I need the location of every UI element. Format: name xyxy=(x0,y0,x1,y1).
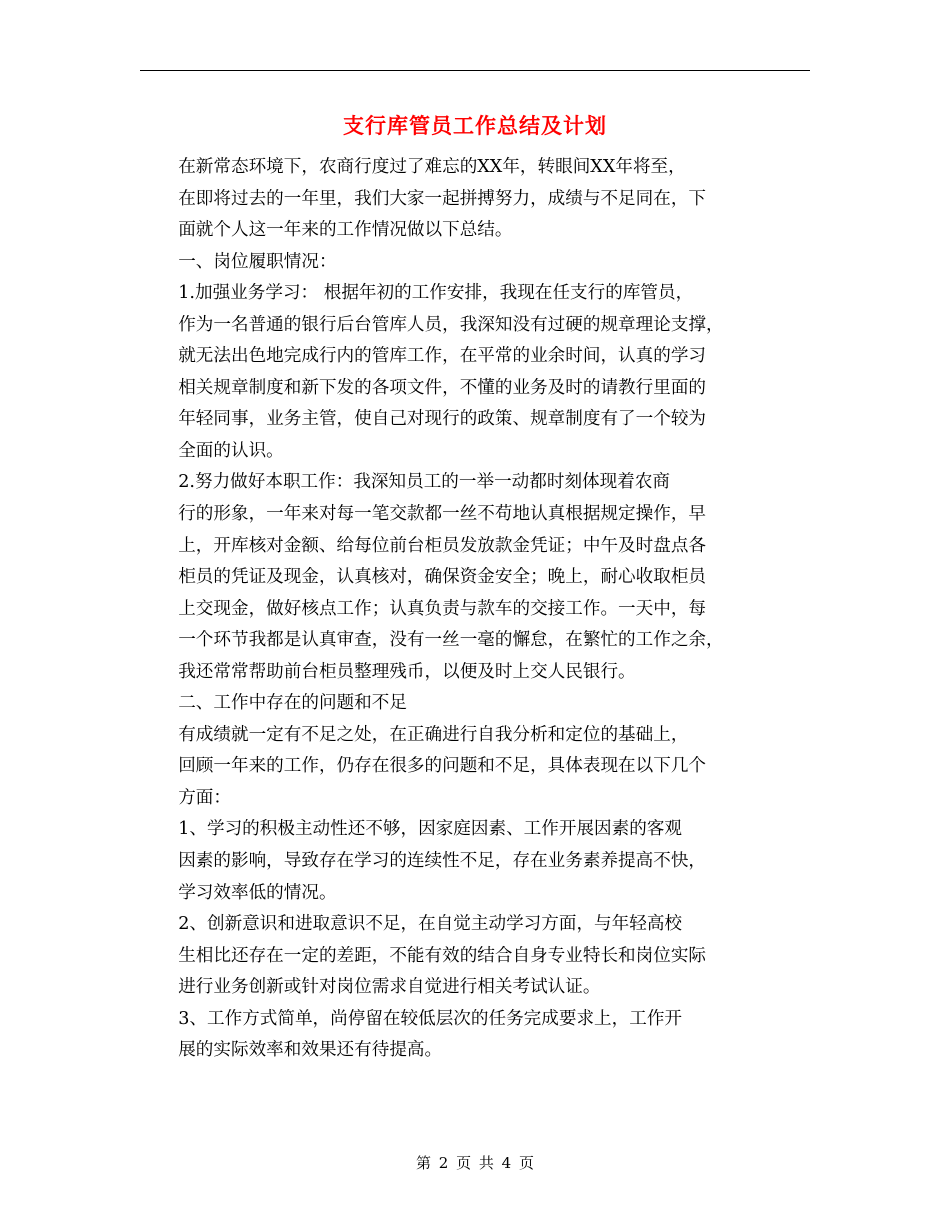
page-number: 第 2 页 共 4 页 xyxy=(416,1154,534,1172)
text-line: 展的实际效率和效果还有待提高。 xyxy=(178,1040,443,1061)
text-line: 回顾一年来的工作，仍存在很多的问题和不足，具体表现在以下几个 xyxy=(178,756,707,777)
section-heading-problems xyxy=(143,688,815,720)
text-line: 因素的影响，导致存在学习的连续性不足，存在业务素养提高不快， xyxy=(178,851,707,872)
text-line: 2.努力做好本职工作：我深知员工的一举一动都时刻体现着农商 xyxy=(178,472,671,493)
document-body xyxy=(143,152,815,1067)
paragraph-intro xyxy=(143,152,815,247)
text-line: 作为一名普通的银行后台管库人员，我深知没有过硬的规章理论支撑， xyxy=(178,314,724,335)
section-heading-duties xyxy=(143,247,815,279)
text-line: 一、岗位履职情况： xyxy=(178,251,337,272)
text-line: 面就个人这一年来的工作情况做以下总结。 xyxy=(178,220,513,241)
text-line: 生相比还存在一定的差距，不能有效的结合自身专业特长和岗位实际 xyxy=(178,945,707,966)
text-line: 方面： xyxy=(178,787,231,808)
text-line: 上，开库核对金额、给每位前台柜员发放款金凭证；中午及时盘点各 xyxy=(178,535,707,556)
paragraph-problem-2 xyxy=(143,909,815,1004)
text-line: 1、学习的积极主动性还不够，因家庭因素、工作开展因素的客观 xyxy=(178,819,683,840)
paragraph-work xyxy=(143,467,815,688)
text-line: 我还常常帮助前台柜员整理残币，以便及时上交人民银行。 xyxy=(178,661,636,682)
text-line: 就无法出色地完成行内的管库工作，在平常的业余时间，认真的学习 xyxy=(178,346,707,367)
text-line: 在即将过去的一年里，我们大家一起拼搏努力，成绩与不足同在，下 xyxy=(178,188,707,209)
text-line: 有成绩就一定有不足之处，在正确进行自我分析和定位的基础上， xyxy=(178,724,689,745)
text-line: 相关规章制度和新下发的各项文件，不懂的业务及时的请教行里面的 xyxy=(178,377,707,398)
text-line: 学习效率低的情况。 xyxy=(178,882,337,903)
paragraph-study xyxy=(143,278,815,467)
text-line: 行的形象，一年来对每一笔交款都一丝不苟地认真根据规定操作，早 xyxy=(178,504,707,525)
text-line: 2、创新意识和进取意识不足，在自觉主动学习方面，与年轻高校 xyxy=(178,914,683,935)
text-line: 一个环节我都是认真审查，没有一丝一毫的懈怠，在繁忙的工作之余， xyxy=(178,630,724,651)
paragraph-problem-3 xyxy=(143,1004,815,1067)
text-line: 二、工作中存在的问题和不足 xyxy=(178,693,407,714)
text-line: 在新常态环境下，农商行度过了难忘的XX年，转眼间XX年将至， xyxy=(178,157,686,177)
paragraph-problems-intro xyxy=(143,720,815,815)
document-title: 支行库管员工作总结及计划 xyxy=(343,113,607,138)
text-line: 年轻同事，业务主管，使自己对现行的政策、规章制度有了一个较为 xyxy=(178,409,707,430)
text-line: 上交现金，做好核点工作；认真负责与款车的交接工作。一天中，每 xyxy=(178,598,707,619)
text-line: 全面的认识。 xyxy=(178,440,284,461)
header-rule xyxy=(140,70,810,71)
text-line: 3、工作方式简单，尚停留在较低层次的任务完成要求上，工作开 xyxy=(178,1008,683,1029)
text-line: 1.加强业务学习： 根据年初的工作安排，我现在任支行的库管员， xyxy=(178,283,694,304)
text-line: 进行业务创新或针对岗位需求自觉进行相关考试认证。 xyxy=(178,977,601,998)
text-line: 柜员的凭证及现金，认真核对，确保资金安全；晚上，耐心收取柜员 xyxy=(178,567,707,588)
paragraph-problem-1 xyxy=(143,814,815,909)
